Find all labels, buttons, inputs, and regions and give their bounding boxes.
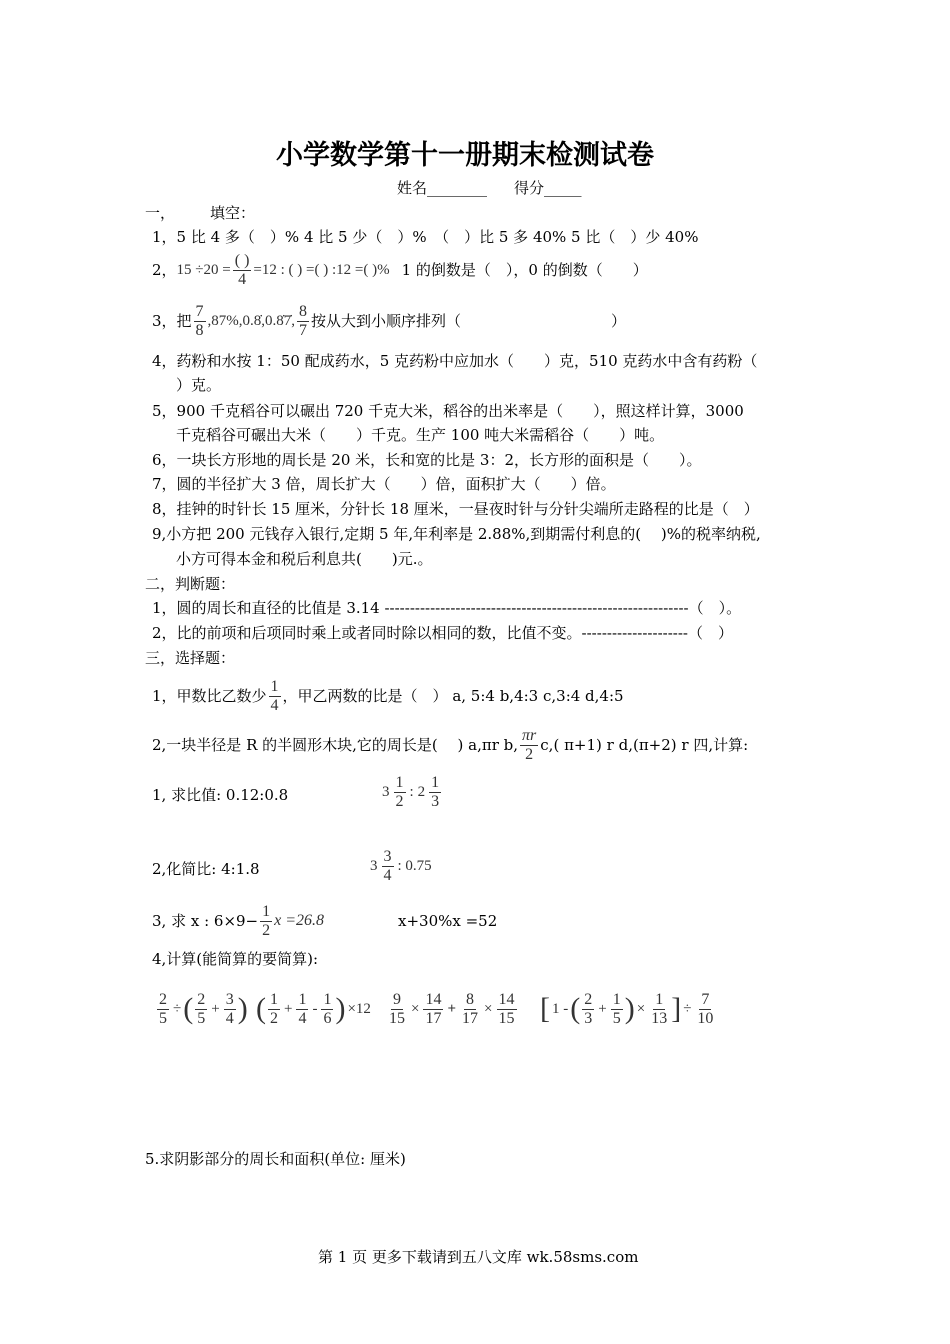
calc-2-d1: 4 [383,867,392,884]
calc-3-label: 3, 求 x : 6×9− [152,912,259,930]
q3-prefix: 3，把 [152,312,192,330]
score-field: 得分_____ [514,179,582,197]
e2-frac-c [321,991,333,1028]
e1-paren-open: ( [183,992,194,1025]
q3-text: 按从大到小顺序排列（ ） [311,312,627,330]
page-title: 小学数学第十一册期末检测试卷 [276,140,654,171]
calc-1-whole-1: 3 [382,784,390,800]
section1-number: 一， [145,204,176,222]
e1-frac-c [224,991,236,1028]
q3-2-prefix: 2,一块半径是 R 的半圆形木块,它的周长是( ) a,πr b, [152,736,519,754]
q2-fraction [233,252,252,289]
e2-a-den: 2 [270,1009,278,1027]
q3-2-frac-num: πr [522,726,537,744]
calc-1-whole-2: 2 [417,784,426,800]
section3-heading: 三，选择题： [145,649,236,667]
e3-times-2: × [484,1000,493,1017]
e4-divide: ÷ [683,1000,692,1017]
calc-2-n1: 3 [383,848,392,865]
e4-frac-c [649,991,669,1028]
calc-2-expression [368,848,434,885]
question-1-7: 7，圆的半径扩大 3 倍，周长扩大（ ）倍，面积扩大（ ）倍。 [152,475,616,493]
e1-a-num: 2 [159,990,167,1008]
calc-2-frac [382,848,394,885]
question-1-9-line2: 小方可得本金和税后利息共( )元.。 [176,550,433,568]
calc-2-label: 2,化简比: 4:1.8 [152,860,260,878]
calc-1-d1: 2 [395,793,404,810]
question-1-3 [152,298,626,344]
e1-divide: ÷ [173,1000,182,1017]
e4-frac-b [611,991,623,1028]
e1-c-den: 4 [225,1009,234,1027]
e2-minus: - [312,1000,318,1017]
e4-paren-open: ( [570,992,581,1025]
section1-heading: 填空： [210,204,256,222]
e2-b-num: 1 [298,990,307,1008]
q3-2-frac-den: 2 [525,745,534,763]
calc-4-expr-4 [540,984,717,1034]
e3-c-den: 17 [462,1009,479,1027]
calc-1-frac-2 [429,774,441,811]
question-3-2 [152,722,748,768]
e2-c-num: 1 [323,990,332,1008]
e4-frac-a [582,991,594,1028]
calc-1-label: 1, 求比值: 0.12:0.8 [152,786,289,804]
e3-d-den: 15 [498,1009,515,1027]
q3-f2-num: 8 [299,302,308,320]
question-3-1 [152,673,624,719]
e4-a-den: 3 [584,1009,593,1027]
e1-a-den: 5 [159,1009,167,1027]
e3-a-den: 15 [389,1009,405,1027]
calc-2-rest: : 0.75 [397,858,432,874]
e2-frac-a [268,991,280,1028]
question-1-6: 6，一块长方形地的周长是 20 米，长和宽的比是 3：2，长方形的面积是（ ）。 [152,451,702,469]
q2-math-start: 15 ÷20 = [176,262,231,278]
e4-plus: + [598,1000,607,1017]
e4-d-den: 10 [697,1009,714,1027]
calc-4-expr-1 [155,984,248,1034]
question-1-1: 1，5 比 4 多（ ）% 4 比 5 少（ ）% （ ）比 5 多 40% 5 比（ ）少 40% [152,228,699,246]
calc-4-expr-3 [385,984,519,1034]
e1-b-den: 5 [197,1009,206,1027]
q3-1-frac-num: 1 [270,677,279,695]
e2-b-den: 4 [298,1009,307,1027]
e3-plus: + [447,1000,457,1017]
e1-b-num: 2 [197,990,206,1008]
calc-1-n2: 1 [431,774,440,791]
question-1-5-line1: 5，900 千克稻谷可以碾出 720 千克大米，稻谷的出米率是（ ），照这样计算，3000 [152,402,744,420]
question-2-2: 2，比的前项和后项同时乘上或者同时除以相同的数，比值不变。---------------------（ ） [152,624,733,642]
e3-frac-d [497,991,517,1028]
e3-c-num: 8 [466,990,475,1008]
e4-one-minus: 1 - [552,1000,569,1017]
section2-heading: 二，判断题： [145,575,236,593]
e4-frac-d [695,991,715,1028]
e4-d-num: 7 [701,990,710,1008]
e2-frac-b [296,991,308,1028]
q3-1-fraction [269,678,281,715]
q3-2-fraction [520,727,538,764]
e1-frac-b [195,991,207,1028]
q3-mid: ,87%,0.8̇,0.8̇7̇, [207,313,296,329]
name-field: 姓名________ [397,179,488,197]
e3-frac-a [387,991,407,1028]
q3-1-frac-den: 4 [270,696,279,714]
q2-math-rest: =12 : ( ) =( ) :12 =( )% [253,262,390,278]
calc-5-label: 5.求阴影部分的周长和面积(单位: 厘米) [145,1150,406,1168]
calc-3-equation-2: x+30%x =52 [398,912,498,930]
q3-f1-num: 7 [195,302,204,320]
e2-paren-open: ( [256,992,266,1025]
question-1-2 [152,248,648,292]
calc-3-d: 2 [262,921,271,939]
calc-3-frac [260,903,272,940]
q2-frac-num: ( ) [234,251,250,269]
e4-b-num: 1 [612,990,621,1008]
e4-paren-close: ) [624,992,635,1025]
calc-1-d2: 3 [431,793,440,810]
e3-b-num: 14 [425,990,442,1008]
q3-2-text: c,( π+1) r d,(π+2) r 四,计算: [540,736,749,754]
q2-text: 1 的倒数是（ ），0 的倒数（ ） [401,261,648,279]
e2-multiplier: ×12 [347,1000,371,1017]
calc-2-whole: 3 [370,858,378,874]
e4-a-num: 2 [584,990,593,1008]
calc-4-expr-2 [256,984,373,1034]
e4-c-den: 13 [651,1009,668,1027]
e4-times: × [636,1000,646,1017]
e1-frac-a [157,991,169,1028]
e2-c-den: 6 [323,1009,332,1027]
e3-a-num: 9 [393,990,401,1008]
q3-1-prefix: 1，甲数比乙数少 [152,687,267,705]
e3-frac-c [460,991,480,1028]
e2-paren-close: ) [335,992,346,1025]
calc-1-expression [380,774,443,811]
calc-3-n: 1 [262,902,271,920]
question-1-9-line1: 9,小方把 200 元钱存入银行,定期 5 年,年利率是 2.88%,到期需付利息的( )%的税率纳税, [152,525,761,543]
question-1-2-prefix: 2， [152,261,177,279]
q3-f1-den: 8 [195,321,204,339]
e4-bracket-close: ] [671,992,682,1025]
e3-frac-b [423,991,443,1028]
e4-bracket-open: [ [540,992,550,1025]
q3-1-text: ，甲乙两数的比是（ ） a, 5:4 b,4:3 c,3:4 d,4:5 [282,687,624,705]
calc-4-label: 4,计算(能简算的要简算): [152,950,319,968]
calc-3-row [152,900,324,942]
q3-fraction-1 [194,303,206,340]
question-1-5-line2: 千克稻谷可碾出大米（ ）千克。生产 100 吨大米需稻谷（ ）吨。 [176,426,665,444]
calc-1-n1: 1 [395,774,404,791]
e1-c-num: 3 [225,990,234,1008]
e3-d-num: 14 [498,990,515,1008]
e3-b-den: 17 [425,1009,442,1027]
q2-frac-den: 4 [238,270,247,288]
e1-plus: + [211,1000,220,1017]
calc-3-rest: x =26.8 [274,912,325,929]
calc-1-frac-1 [394,774,406,811]
q3-f2-den: 7 [299,321,308,339]
page-footer: 第 1 页 更多下载请到五八文库 wk.58sms.com [318,1248,639,1266]
e2-a-num: 1 [270,990,278,1008]
e2-plus: + [284,1000,293,1017]
e3-times-1: × [411,1000,420,1017]
e4-c-num: 1 [655,990,664,1008]
question-1-4-line2: ）克。 [176,376,222,394]
question-1-4-line1: 4，药粉和水按 1：50 配成药水，5 克药粉中应加水（ ）克，510 克药水中含有药粉（ [152,352,758,370]
question-2-1: 1，圆的周长和直径的比值是 3.14 ------------------------------------------------------------（ ）。 [152,599,742,617]
q3-fraction-2 [297,303,309,340]
calc-1-sep: : [409,784,414,800]
e1-paren-close: ) [237,992,248,1025]
e4-b-den: 5 [612,1009,621,1027]
question-1-8: 8，挂钟的时针长 15 厘米，分针长 18 厘米，一昼夜时针与分针尖端所走路程的比是（ ） [152,500,759,518]
